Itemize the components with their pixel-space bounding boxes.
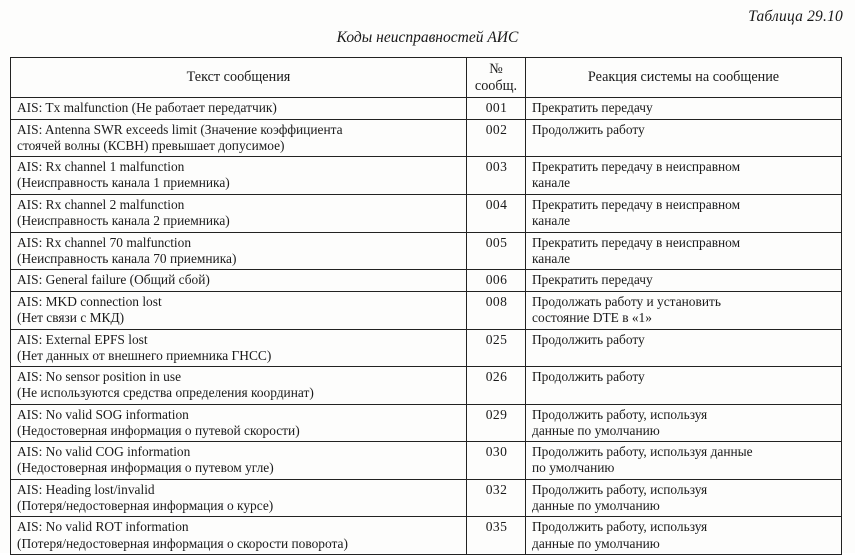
message-text-line: AIS: Rx channel 70 malfunction [17, 234, 192, 250]
cell-system-reaction [526, 329, 842, 367]
message-text-line: AIS: General failure (Общий сбой) [17, 272, 210, 288]
reaction-filler [532, 385, 836, 401]
system-reaction-line: данные по умолчанию [532, 422, 660, 438]
system-reaction-line: Прекратить передачу в неисправном [532, 159, 741, 175]
table-row [11, 329, 842, 367]
table-row [11, 157, 842, 195]
table-row [11, 119, 842, 157]
cell-system-reaction [526, 479, 842, 517]
message-text-line: (Потеря/недостоверная информация о курсе) [17, 497, 274, 513]
table-body [11, 98, 842, 555]
system-reaction-line: канале [532, 213, 571, 228]
table-row [11, 270, 842, 292]
cell-message-text [11, 291, 467, 329]
ais-fault-codes-table [10, 57, 842, 555]
message-text-line: (Нет связи с МКД) [17, 309, 125, 325]
message-text-line: стоячей волны (КСВН) превышает допусимое) [17, 137, 285, 153]
table-row [11, 517, 842, 555]
message-text-line: AIS: Rx channel 2 malfunction [17, 196, 185, 212]
reaction-filler [532, 348, 836, 364]
cell-message-text [11, 98, 467, 120]
cell-message-number: 029 [467, 404, 526, 442]
cell-message-text [11, 329, 467, 367]
message-text-line: (Недостоверная информация о путевом угле) [17, 460, 274, 476]
cell-system-reaction [526, 517, 842, 555]
system-reaction-line: данные по умолчанию [532, 497, 660, 513]
cell-message-number: 001 [467, 98, 526, 120]
cell-message-number: 025 [467, 329, 526, 367]
cell-message-text [11, 479, 467, 517]
table-row [11, 367, 842, 405]
column-header-message-number: № сообщ. [467, 58, 526, 98]
cell-message-number: 004 [467, 194, 526, 232]
message-text-line: AIS: Antenna SWR exceeds limit (Значение коэффициента [17, 121, 343, 137]
message-text-line: AIS: No valid COG information [17, 444, 191, 460]
cell-message-number: 026 [467, 367, 526, 405]
cell-message-text [11, 517, 467, 555]
table-row [11, 232, 842, 270]
table-header-row [11, 58, 842, 98]
message-text-line: (Неисправность канала 2 приемника) [17, 213, 230, 228]
cell-message-number: 030 [467, 442, 526, 480]
cell-message-number: 006 [467, 270, 526, 292]
message-text-line: (Не используются средства определения координат) [17, 385, 314, 401]
cell-system-reaction [526, 119, 842, 157]
system-reaction-line: Продолжить работу [532, 121, 645, 137]
message-text-line: AIS: MKD connection lost [17, 293, 162, 309]
message-text-line: AIS: Tx malfunction (Не работает передатчик) [17, 100, 277, 115]
message-text-line: AIS: External EPFS lost [17, 331, 148, 347]
cell-system-reaction [526, 157, 842, 195]
message-text-line: (Недостоверная информация о путевой скорости) [17, 422, 300, 438]
cell-message-text [11, 119, 467, 157]
system-reaction-line: данные по умолчанию [532, 535, 660, 551]
cell-system-reaction [526, 232, 842, 270]
system-reaction-line: Продолжить работу [532, 369, 645, 385]
system-reaction-line: Продолжить работу, используя [532, 406, 708, 422]
system-reaction-line: Прекратить передачу в неисправном [532, 196, 741, 212]
cell-message-text [11, 157, 467, 195]
message-text-line: AIS: No valid SOG information [17, 406, 189, 422]
system-reaction-line: канале [532, 175, 571, 191]
column-header-message-text: Текст сообщения [11, 58, 467, 98]
cell-message-text [11, 404, 467, 442]
system-reaction-line: канале [532, 250, 571, 266]
cell-message-number: 005 [467, 232, 526, 270]
system-reaction-line: Прекратить передачу [532, 272, 653, 288]
cell-message-number: 002 [467, 119, 526, 157]
message-text-line: AIS: Rx channel 1 malfunction [17, 159, 185, 175]
message-text-line: (Нет данных от внешнего приемника ГНСС) [17, 347, 272, 363]
cell-system-reaction [526, 404, 842, 442]
message-text-line: (Потеря/недостоверная информация о скорости поворота) [17, 535, 348, 551]
system-reaction-line: Продолжить работу [532, 331, 645, 347]
cell-message-number: 035 [467, 517, 526, 555]
message-text-line: AIS: No sensor position in use [17, 369, 182, 385]
cell-system-reaction [526, 291, 842, 329]
message-text-line: (Неисправность канала 70 приемника) [17, 250, 237, 266]
cell-message-text [11, 194, 467, 232]
table-header [11, 58, 842, 98]
message-text-line: (Неисправность канала 1 приемника) [17, 175, 230, 191]
cell-system-reaction [526, 98, 842, 120]
message-text-line: AIS: No valid ROT information [17, 519, 189, 535]
cell-system-reaction [526, 194, 842, 232]
cell-message-text [11, 232, 467, 270]
table-row [11, 479, 842, 517]
system-reaction-line: состояние DTE в «1» [532, 309, 652, 325]
system-reaction-line: Прекратить передачу [532, 100, 653, 115]
cell-message-text [11, 367, 467, 405]
system-reaction-line: Прекратить передачу в неисправном [532, 234, 741, 250]
system-reaction-line: Продолжать работу и установить [532, 293, 721, 309]
cell-message-number: 008 [467, 291, 526, 329]
table-row [11, 442, 842, 480]
table-title: Коды неисправностей АИС [336, 29, 519, 46]
reaction-filler [532, 138, 836, 154]
table-number-caption: Таблица 29.10 [748, 8, 843, 25]
system-reaction-line: по умолчанию [532, 460, 615, 476]
system-reaction-line: Продолжить работу, используя данные [532, 444, 753, 460]
system-reaction-line: Продолжить работу, используя [532, 481, 708, 497]
cell-system-reaction [526, 367, 842, 405]
table-row [11, 291, 842, 329]
cell-message-number: 032 [467, 479, 526, 517]
table-row [11, 194, 842, 232]
column-header-system-reaction: Реакция системы на сообщение [526, 58, 842, 98]
table-row [11, 404, 842, 442]
cell-system-reaction [526, 270, 842, 292]
cell-message-text [11, 270, 467, 292]
message-text-line: AIS: Heading lost/invalid [17, 481, 155, 497]
table-row [11, 98, 842, 120]
cell-message-number: 003 [467, 157, 526, 195]
cell-system-reaction [526, 442, 842, 480]
system-reaction-line: Продолжить работу, используя [532, 519, 708, 535]
cell-message-text [11, 442, 467, 480]
